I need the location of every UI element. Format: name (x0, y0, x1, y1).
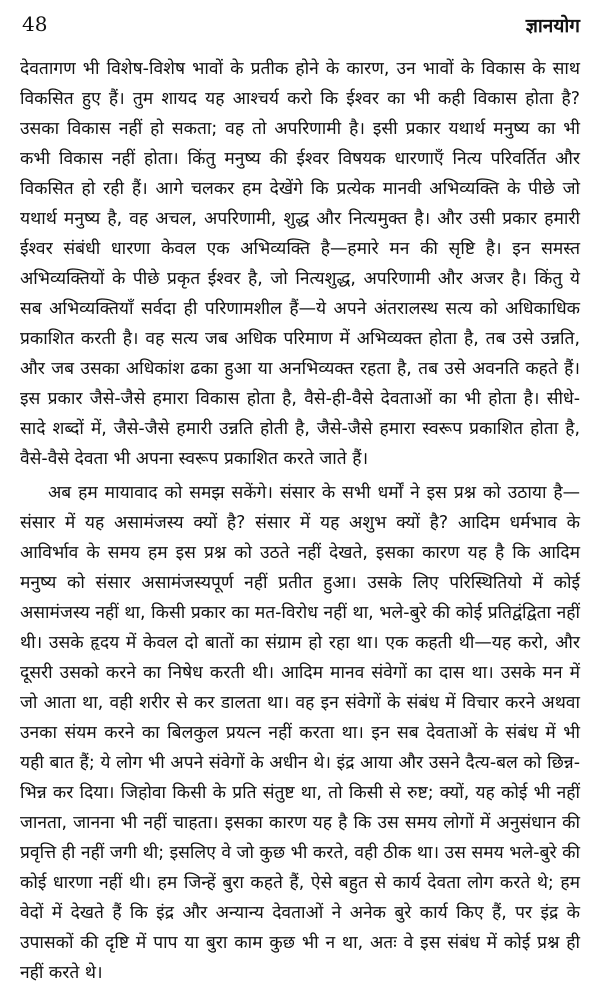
page-header (20, 8, 580, 44)
paragraph-1: देवतागण भी विशेष-विशेष भावों के प्रतीक होने के कारण, उन भावों के विकास के साथ विकसित हुए हैं। तुम शायद यह आश्चर्य करो कि ईश्वर का भी कही विकास होता है? उसका विकास नहीं हो सकता; वह तो अपरिणामी है। इसी प्रकार यथार्थ मनुष्य का भी कभी विकास नहीं होता। किंतु मनुष्य की ईश्वर विषयक धारणाएँ नित्य परिवर्तित और विकसित हो रही हैं। आगे चलकर हम देखेंगे कि प्रत्येक मानवी अभिव्यक्ति के पीछे जो यथार्थ मनुष्य है, वह अचल, अपरिणामी, शुद्ध और नित्यमुक्त है। और उसी प्रकार हमारी ईश्वर संबंधी धारणा केवल एक अभिव्यक्ति है—हमारे मन की सृष्टि है। इन समस्त अभिव्यक्तियों के पीछे प्रकृत ईश्वर है, जो नित्यशुद्ध, अपरिणामी और अजर है। किंतु ये सब अभिव्यक्तियाँ सर्वदा ही परिणामशील हैं—ये अपने अंतरालस्थ सत्य को अधिकाधिक प्रकाशित करती है। वह सत्य जब अधिक परिमाण में अभिव्यक्त होता है, तब उसे उन्नति, और जब उसका अधिकांश ढका हुआ या अनभिव्यक्त रहता है, तब उसे अवनति कहते हैं। इस प्रकार जैसे-जैसे हमारा विकास होता है, वैसे-ही-वैसे देवताओं का भी होता है। सीधे-सादे शब्दों में, जैसे-जैसे हमारी उन्नति होती है, जैसे-जैसे हमारा स्वरूप प्रकाशित होता है, वैसे-वैसे देवता भी अपना स्वरूप प्रकाशित करते जाते हैं। (20, 59, 580, 469)
page-number: 48 (22, 12, 48, 36)
running-title: ज्ञानयोग (525, 15, 580, 37)
paragraph-2: अब हम मायावाद को समझ सकेंगे। संसार के सभी धर्मों ने इस प्रश्न को उठाया है—संसार में यह असामंजस्य क्यों है? संसार में यह अशुभ क्यों है? आदिम धर्मभाव के आविर्भाव के समय हम इस प्रश्न को उठते नहीं देखते, इसका कारण यह है कि आदिम मनुष्य को संसार असामंजस्यपूर्ण नहीं प्रतीत हुआ। उसके लिए परिस्थितियो में कोई असामंजस्य नहीं था, किसी प्रकार का मत-विरोध नहीं था, भले-बुरे की कोई प्रतिद्वंद्विता नहीं थी। उसके हृदय में केवल दो बातों का संग्राम हो रहा था। एक कहती थी—यह करो, और दूसरी उसको करने का निषेध करती थी। आदिम मानव संवेगों का दास था। उसके मन में जो आता था, वही शरीर से कर डालता था। वह इन संवेगों के संबंध में विचार करने अथवा उनका संयम करने का बिलकुल प्रयत्न नहीं करता था। इन सब देवताओं के संबंध में भी यही बात हैं; ये लोग भी अपने संवेगों के अधीन थे। इंद्र आया और उसने दैत्य-बल को छिन्न-भिन्न कर दिया। जिहोवा किसी के प्रति संतुष्ट था, तो किसी से रुष्ट; क्यों, यह कोई भी नहीं जानता, जानना भी नहीं चाहता। इसका कारण यह है कि उस समय लोगों में अनुसंधान की प्रवृत्ति ही नहीं जगी थी; इसलिए वे जो कुछ भी करते, वही ठीक था। उस समय भले-बुरे की कोई धारणा नहीं थी। हम जिन्हें बुरा कहते हैं, ऐसे बहुत से कार्य देवता लोग करते थे; हम वेदों में देखते हैं कि इंद्र और अन्यान्य देवताओं ने अनेक बुरे कार्य किए हैं, पर इंद्र के उपासकों की दृष्टि में पाप या बुरा काम कुछ भी न था, अतः वे इस संबंध में कोई प्रश्न ही नहीं करते थे। (20, 483, 580, 983)
